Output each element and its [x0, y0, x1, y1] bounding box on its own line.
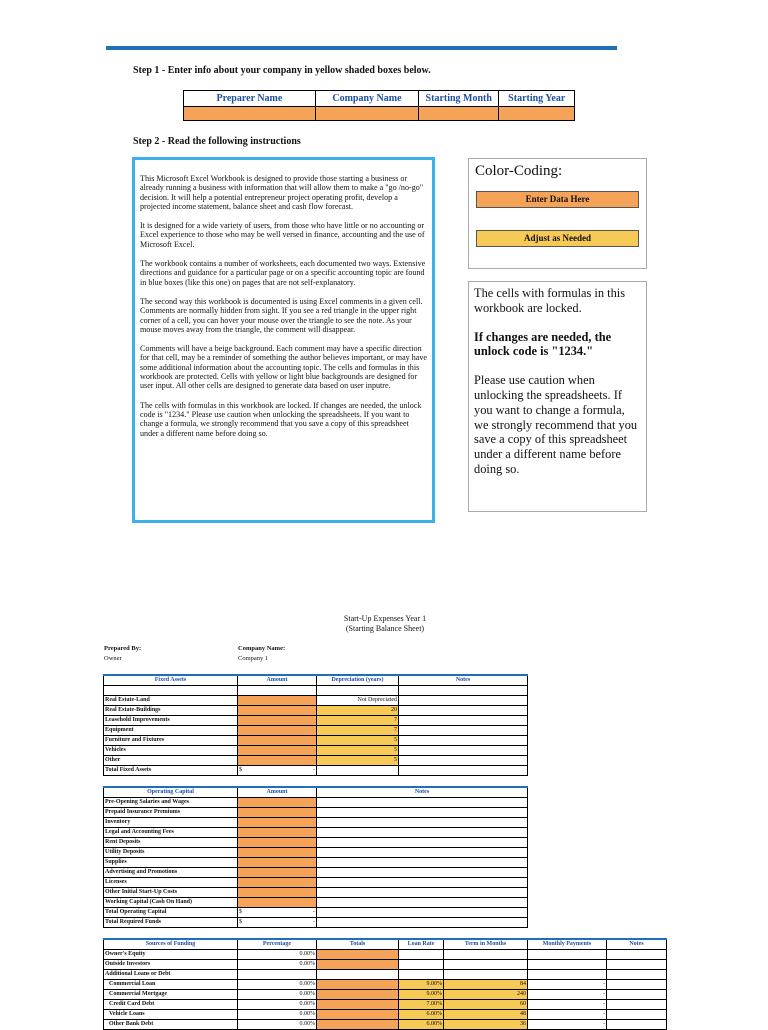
totals-input[interactable] [317, 980, 399, 990]
operating-capital-amount-input[interactable] [238, 888, 317, 898]
total-operating-capital-label: Total Operating Capital [104, 908, 238, 918]
totals-input [317, 970, 399, 980]
notes-cell[interactable] [607, 1000, 667, 1010]
notes-cell[interactable] [317, 838, 528, 848]
company-info-table [183, 90, 575, 121]
table-row [104, 960, 667, 970]
notes-cell[interactable] [399, 746, 528, 756]
company-name-value: Company 1 [238, 655, 269, 662]
notes-cell[interactable] [607, 980, 667, 990]
notes-cell[interactable] [399, 736, 528, 746]
sources-of-funding-header: Sources of Funding [104, 939, 238, 950]
notes-cell[interactable] [607, 990, 667, 1000]
color-coding-legend [468, 158, 647, 269]
preparer-name-input[interactable] [184, 107, 316, 121]
totals-input[interactable] [317, 950, 399, 960]
table-row [104, 756, 528, 766]
percentage-cell: 0.00% [238, 960, 317, 970]
percentage-cell [238, 970, 317, 980]
operating-capital-amount-input[interactable] [238, 878, 317, 888]
funding-source-label: Vehicle Loans [104, 1010, 238, 1020]
operating-capital-label: Legal and Accounting Fees [104, 828, 238, 838]
prepared-by-value: Owner [104, 655, 122, 662]
percentage-header: Percentage [238, 939, 317, 950]
step1-heading: Step 1 - Enter info about your company in yellow shaded boxes below. [133, 65, 431, 76]
operating-capital-label: Pre-Opening Salaries and Wages [104, 798, 238, 808]
table-row [104, 798, 528, 808]
table-row [104, 808, 528, 818]
table-row [104, 878, 528, 888]
operating-capital-label: Inventory [104, 818, 238, 828]
notes-cell[interactable] [607, 1020, 667, 1030]
monthly-payment-cell: - [528, 980, 607, 990]
term-months-cell [444, 970, 528, 980]
notes-cell[interactable] [607, 970, 667, 980]
table-row [104, 888, 528, 898]
percentage-cell: 0.00% [238, 990, 317, 1000]
notes-cell[interactable] [399, 716, 528, 726]
total-fixed-assets-label: Total Fixed Assets [104, 766, 238, 776]
operating-capital-label: Rent Deposits [104, 838, 238, 848]
table-row [104, 726, 528, 736]
table-row [104, 736, 528, 746]
operating-capital-amount-input[interactable] [238, 868, 317, 878]
percentage-cell: 0.00% [238, 1000, 317, 1010]
total-fixed-assets-value: $ - [238, 766, 317, 776]
table-row [104, 818, 528, 828]
adjust-as-needed-swatch: Adjust as Needed [476, 230, 639, 247]
total-required-funds-row [104, 918, 528, 928]
instruction-paragraph: This Microsoft Excel Workbook is designed to provide those starting a business or already running a business with information that will allow them to make a "go /no-go" decision. It will help a potential entrepreneur project operating profit, develop a projected income statement, balance sheet and cash flow forecast. [140, 174, 424, 211]
term-months-cell[interactable]: 60 [444, 1000, 528, 1010]
fixed-asset-amount-input[interactable] [238, 736, 317, 746]
starting-year-input[interactable] [499, 107, 575, 121]
total-required-funds-value: $ - [238, 918, 317, 928]
fixed-asset-amount-input[interactable] [238, 696, 317, 706]
notes-cell[interactable] [317, 798, 528, 808]
prepared-by-label: Prepared By: [104, 645, 142, 652]
depreciation-years-cell[interactable]: 7 [317, 716, 399, 726]
monthly-payment-cell [528, 970, 607, 980]
sources-of-funding-table [103, 938, 667, 1030]
depreciation-years-cell[interactable]: 20 [317, 706, 399, 716]
loan-rate-cell [399, 950, 444, 960]
table-row [104, 1020, 667, 1030]
monthly-payments-header: Monthly Payments [528, 939, 607, 950]
fixed-asset-label: Vehicles [104, 746, 238, 756]
loan-rate-cell [399, 970, 444, 980]
notes-cell[interactable] [607, 960, 667, 970]
table-row [104, 746, 528, 756]
top-rule [106, 46, 617, 50]
starting-year-header: Starting Year [499, 91, 575, 107]
amount-header: Amount [238, 675, 317, 686]
notes-cell[interactable] [317, 848, 528, 858]
sheet-title [300, 614, 470, 634]
operating-capital-label: Supplies [104, 858, 238, 868]
instruction-paragraph: It is designed for a wide variety of users, from those who have little or no accounting or Excel experience to those who may be well versed in finance, accounting and the use of Microsoft Excel. [140, 221, 425, 249]
percentage-cell: 0.00% [238, 1020, 317, 1030]
company-name-input[interactable] [315, 107, 418, 121]
preparer-name-header: Preparer Name [184, 91, 316, 107]
table-row [104, 848, 528, 858]
total-fixed-assets-row [104, 766, 528, 776]
table-row [104, 696, 528, 706]
fixed-assets-table [103, 674, 528, 776]
unlock-code-text: If changes are needed, the unlock code is "1234." [474, 329, 612, 359]
operating-capital-amount-input[interactable] [238, 808, 317, 818]
operating-capital-label: Advertising and Promotions [104, 868, 238, 878]
table-row [104, 970, 667, 980]
operating-capital-table [103, 786, 528, 928]
instruction-paragraph: The second way this workbook is documented is using Excel comments in a given cell. Comments are normally hidden from sight. If you see a red triangle in the upper right corner of a cell, you can hover your mouse over the triangle to see the note. As your mouse moves away from the triangle, the comment will disappear. [140, 296, 423, 334]
percentage-cell: 0.00% [238, 980, 317, 990]
notes-cell[interactable] [317, 888, 528, 898]
notes-cell[interactable] [399, 756, 528, 766]
table-row [104, 950, 667, 960]
total-operating-capital-value: $ - [238, 908, 317, 918]
loan-rate-header: Loan Rate [399, 939, 444, 950]
operating-capital-amount-input[interactable] [238, 818, 317, 828]
operating-capital-label: Licenses [104, 878, 238, 888]
fixed-asset-amount-input[interactable] [238, 756, 317, 766]
loan-rate-cell[interactable]: 6.00% [399, 1020, 444, 1030]
funding-source-label: Commercial Mortgage [104, 990, 238, 1000]
table-row [104, 706, 528, 716]
totals-input[interactable] [317, 960, 399, 970]
notes-cell[interactable] [399, 706, 528, 716]
depreciation-years-cell[interactable]: 5 [317, 756, 399, 766]
notes-cell[interactable] [399, 726, 528, 736]
operating-capital-label: Prepaid Insurance Premiums [104, 808, 238, 818]
fixed-asset-label: Real Estate-Buildings [104, 706, 238, 716]
fixed-asset-label: Leasehold Improvements [104, 716, 238, 726]
table-row [104, 858, 528, 868]
operating-capital-label: Utility Deposits [104, 848, 238, 858]
term-months-cell[interactable]: 36 [444, 1020, 528, 1030]
operating-capital-amount-input[interactable] [238, 898, 317, 908]
loan-rate-cell [399, 960, 444, 970]
term-months-cell [444, 950, 528, 960]
notes-cell[interactable] [317, 898, 528, 908]
totals-input[interactable] [317, 1010, 399, 1020]
instruction-paragraph: The workbook contains a number of worksheets, each documented two ways. Extensive directions and guidance for a particular page or on a specific accounting topic are found in blue boxes (like this one) on pages that are not self-explanatory. [140, 259, 426, 287]
notes-cell[interactable] [317, 858, 528, 868]
fixed-asset-amount-input[interactable] [238, 716, 317, 726]
funding-source-label: Other Bank Debt [104, 1020, 238, 1030]
term-months-cell[interactable]: 48 [444, 1010, 528, 1020]
total-operating-capital-row [104, 908, 528, 918]
operating-capital-amount-input[interactable] [238, 838, 317, 848]
sheet-title-line: Start-Up Expenses Year 1 [343, 614, 427, 623]
loan-rate-cell[interactable]: 6.00% [399, 1010, 444, 1020]
monthly-payment-cell: - [528, 990, 607, 1000]
amount-header: Amount [238, 787, 317, 798]
operating-capital-amount-input[interactable] [238, 798, 317, 808]
notes-cell[interactable] [317, 828, 528, 838]
notes-header: Notes [317, 787, 528, 798]
totals-input[interactable] [317, 990, 399, 1000]
enter-data-swatch: Enter Data Here [476, 191, 639, 208]
step2-heading: Step 2 - Read the following instructions [133, 136, 301, 147]
starting-month-header: Starting Month [419, 91, 499, 107]
fixed-asset-label: Real Estate-Land [104, 696, 238, 706]
table-row [104, 868, 528, 878]
operating-capital-amount-input[interactable] [238, 848, 317, 858]
notes-cell[interactable] [317, 878, 528, 888]
notes-cell[interactable] [607, 1010, 667, 1020]
loan-rate-cell[interactable]: 9.00% [399, 990, 444, 1000]
operating-capital-label: Working Capital (Cash On Hand) [104, 898, 238, 908]
fixed-asset-label: Furniture and Fixtures [104, 736, 238, 746]
operating-capital-amount-input[interactable] [238, 858, 317, 868]
totals-input[interactable] [317, 1000, 399, 1010]
totals-header: Totals [317, 939, 399, 950]
notes-header: Notes [399, 675, 528, 686]
table-row [104, 1010, 667, 1020]
term-months-cell[interactable]: 240 [444, 990, 528, 1000]
notes-cell[interactable] [317, 868, 528, 878]
funding-source-label: Credit Card Debt [104, 1000, 238, 1010]
funding-source-label: Owner's Equity [104, 950, 238, 960]
starting-month-input[interactable] [419, 107, 499, 121]
notes-header: Notes [607, 939, 667, 950]
company-name-header: Company Name [315, 91, 418, 107]
lock-note-text: The cells with formulas in this workbook are locked. [474, 286, 626, 315]
depreciation-years-cell[interactable]: 5 [317, 746, 399, 756]
monthly-payment-cell [528, 950, 607, 960]
operating-capital-label: Other Initial Start-Up Costs [104, 888, 238, 898]
funding-source-label: Additional Loans or Debt [104, 970, 238, 980]
lock-note-box [468, 281, 647, 512]
funding-source-label: Commercial Loan [104, 980, 238, 990]
percentage-cell: 0.00% [238, 950, 317, 960]
company-name-label: Company Name: [238, 645, 286, 652]
totals-input[interactable] [317, 1020, 399, 1030]
caution-text: Please use caution when unlocking the spreadsheets. If you want to change a formula, we strongly recommend that you save a copy of this spreadsheet under a different name before doing so. [474, 373, 638, 476]
table-row [104, 990, 667, 1000]
term-in-months-header: Term in Months [444, 939, 528, 950]
table-row [104, 1000, 667, 1010]
fixed-asset-label: Other [104, 756, 238, 766]
depreciation-years-cell[interactable]: 5 [317, 736, 399, 746]
operating-capital-amount-input[interactable] [238, 828, 317, 838]
notes-cell[interactable] [399, 696, 528, 706]
instruction-paragraph: The cells with formulas in this workbook are locked. If changes are needed, the unlock code is "1234." Please use caution when unlocking the spreadsheets. If you want to change a formula, we strongly recommend that you save a copy of this spreadsheet under a different name before doing so. [140, 400, 422, 438]
depreciation-years-cell: Not Depreciated [317, 696, 399, 706]
term-months-cell [444, 960, 528, 970]
term-months-cell[interactable]: 84 [444, 980, 528, 990]
depreciation-header: Depreciation (years) [317, 675, 399, 686]
notes-cell[interactable] [317, 808, 528, 818]
loan-rate-cell[interactable]: 7.00% [399, 1000, 444, 1010]
instructions-box [132, 157, 435, 523]
fixed-asset-amount-input[interactable] [238, 746, 317, 756]
instruction-paragraph: Comments will have a beige background. Each comment may have a specific direction for that cell, may be a reminder of something the author believes important, or may have some additional information about the accounting topic. The cells and formulas in this workbook are protected. Cells with yellow or light blue backgrounds are designed for user input. All other cells are designed to generate data based on user inputre. [140, 344, 428, 391]
loan-rate-cell[interactable]: 9.00% [399, 980, 444, 990]
monthly-payment-cell: - [528, 1000, 607, 1010]
monthly-payment-cell [528, 960, 607, 970]
table-row [104, 828, 528, 838]
table-row [104, 716, 528, 726]
depreciation-years-cell[interactable]: 7 [317, 726, 399, 736]
operating-capital-header: Operating Capital [104, 787, 238, 798]
total-required-funds-label: Total Required Funds [104, 918, 238, 928]
table-row [104, 898, 528, 908]
fixed-asset-amount-input[interactable] [238, 726, 317, 736]
notes-cell[interactable] [317, 818, 528, 828]
monthly-payment-cell: - [528, 1020, 607, 1030]
funding-source-label: Outside Investors [104, 960, 238, 970]
table-row [104, 980, 667, 990]
fixed-assets-header: Fixed Assets [104, 675, 238, 686]
legend-title: Color-Coding: [475, 163, 563, 179]
monthly-payment-cell: - [528, 1010, 607, 1020]
fixed-asset-label: Equipment [104, 726, 238, 736]
percentage-cell: 0.00% [238, 1010, 317, 1020]
fixed-asset-amount-input[interactable] [238, 706, 317, 716]
notes-cell[interactable] [607, 950, 667, 960]
sheet-subtitle: (Starting Balance Sheet) [345, 624, 425, 633]
table-row [104, 838, 528, 848]
